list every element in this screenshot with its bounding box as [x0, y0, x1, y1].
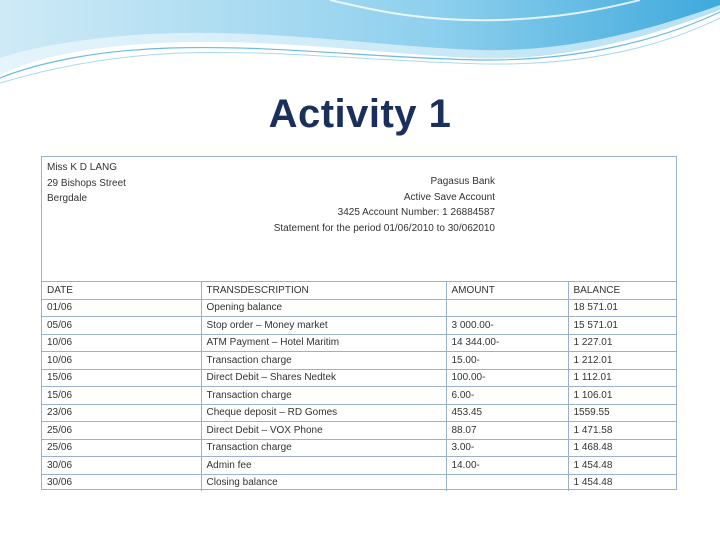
cell-date: 01/06	[42, 299, 201, 317]
bank-statement	[41, 156, 677, 490]
cell-amount: 100.00-	[446, 369, 568, 387]
transactions-table	[42, 282, 676, 491]
cell-amount: 14 344.00-	[446, 334, 568, 352]
cell-balance: 1 454.48	[568, 457, 676, 475]
header-wave-decoration	[0, 0, 720, 90]
cell-balance: 1 212.01	[568, 352, 676, 370]
cell-date: 30/06	[42, 474, 201, 491]
cell-amount: 3 000.00-	[446, 317, 568, 335]
statement-header	[42, 157, 676, 282]
table-header-row	[42, 282, 676, 299]
cell-description: Closing balance	[201, 474, 446, 491]
cell-date: 30/06	[42, 457, 201, 475]
table-row	[42, 317, 676, 335]
cell-amount: 3.00-	[446, 439, 568, 457]
table-row	[42, 457, 676, 475]
cell-amount: 88.07	[446, 422, 568, 440]
column-header-date: DATE	[42, 282, 201, 299]
cell-date: 15/06	[42, 369, 201, 387]
cell-description: Direct Debit – VOX Phone	[201, 422, 446, 440]
cell-date: 23/06	[42, 404, 201, 422]
table-row	[42, 352, 676, 370]
cell-balance: 1 468.48	[568, 439, 676, 457]
bank-details	[274, 174, 495, 236]
cell-description: Stop order – Money market	[201, 317, 446, 335]
cell-description: ATM Payment – Hotel Maritim	[201, 334, 446, 352]
cell-description: Transaction charge	[201, 387, 446, 405]
cell-balance: 15 571.01	[568, 317, 676, 335]
table-row	[42, 299, 676, 317]
customer-address	[47, 160, 126, 207]
table-row	[42, 422, 676, 440]
account-type: Active Save Account	[403, 191, 495, 203]
cell-description: Transaction charge	[201, 352, 446, 370]
table-row	[42, 387, 676, 405]
table-row	[42, 404, 676, 422]
cell-date: 10/06	[42, 352, 201, 370]
column-header-balance: BALANCE	[568, 282, 676, 299]
cell-amount	[446, 474, 568, 491]
cell-description: Opening balance	[201, 299, 446, 317]
cell-description: Direct Debit – Shares Nedtek	[201, 369, 446, 387]
customer-name: Miss K D LANG	[47, 162, 118, 173]
cell-date: 10/06	[42, 334, 201, 352]
statement-period: Statement for the period 01/06/2010 to 30/062010	[273, 222, 495, 234]
bank-name: Pagasus Bank	[430, 176, 495, 187]
column-header-amount: AMOUNT	[446, 282, 568, 299]
table-row	[42, 474, 676, 491]
customer-town: Bergdale	[47, 193, 88, 204]
cell-date: 15/06	[42, 387, 201, 405]
cell-description: Transaction charge	[201, 439, 446, 457]
cell-date: 25/06	[42, 439, 201, 457]
account-number: 3425 Account Number: 1 26884587	[337, 207, 495, 218]
cell-balance: 1559.55	[568, 404, 676, 422]
cell-description: Admin fee	[201, 457, 446, 475]
customer-street: 29 Bishops Street	[47, 177, 126, 189]
table-row	[42, 369, 676, 387]
cell-description: Cheque deposit – RD Gomes	[201, 404, 446, 422]
cell-balance: 18 571.01	[568, 299, 676, 317]
table-row	[42, 439, 676, 457]
cell-amount: 6.00-	[446, 387, 568, 405]
cell-balance: 1 112.01	[568, 369, 676, 387]
table-row	[42, 334, 676, 352]
cell-date: 25/06	[42, 422, 201, 440]
slide-title: Activity 1	[268, 92, 452, 136]
cell-balance: 1 454.48	[568, 474, 676, 491]
cell-balance: 1 227.01	[568, 334, 676, 352]
column-header-description: TRANSDESCRIPTION	[201, 282, 446, 299]
cell-balance: 1 471.58	[568, 422, 676, 440]
cell-amount: 15.00-	[446, 352, 568, 370]
cell-balance: 1 106.01	[568, 387, 676, 405]
cell-amount: 453.45	[446, 404, 568, 422]
cell-amount	[446, 299, 568, 317]
cell-amount: 14.00-	[446, 457, 568, 475]
cell-date: 05/06	[42, 317, 201, 335]
